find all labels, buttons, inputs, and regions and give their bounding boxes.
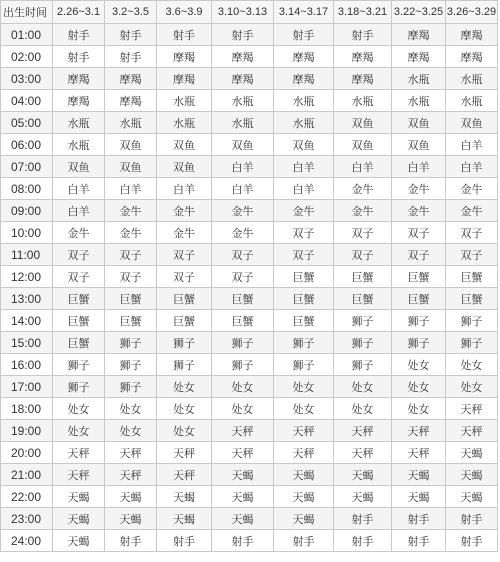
zodiac-sign-cell: 双鱼: [446, 112, 498, 134]
zodiac-sign-cell: 狮子: [334, 310, 392, 332]
zodiac-sign-cell: 双子: [446, 222, 498, 244]
zodiac-sign-cell: 狮子: [334, 354, 392, 376]
zodiac-sign-cell: 双鱼: [157, 134, 212, 156]
table-row: [1, 376, 498, 398]
zodiac-sign-cell: 天蝎: [274, 486, 334, 508]
zodiac-sign-cell: 狮子: [212, 354, 274, 376]
zodiac-sign-cell: 双子: [392, 222, 446, 244]
zodiac-sign-cell: 天蝎: [334, 464, 392, 486]
zodiac-sign-cell: 狮子: [157, 354, 212, 376]
header-date-range: 3.18~3.21: [334, 1, 392, 24]
zodiac-sign-cell: 双子: [53, 266, 105, 288]
zodiac-sign-cell: 天秤: [392, 442, 446, 464]
table-row: [1, 266, 498, 288]
zodiac-sign-cell: 天秤: [53, 464, 105, 486]
birth-hour-cell: 03:00: [1, 68, 53, 90]
birth-hour-cell: 02:00: [1, 46, 53, 68]
zodiac-sign-cell: 天秤: [334, 420, 392, 442]
zodiac-sign-cell: 射手: [274, 24, 334, 46]
table-row: [1, 156, 498, 178]
zodiac-sign-cell: 巨蟹: [105, 288, 157, 310]
zodiac-sign-cell: 天蝎: [157, 508, 212, 530]
zodiac-sign-cell: 摩羯: [274, 46, 334, 68]
zodiac-sign-cell: 射手: [212, 530, 274, 552]
zodiac-sign-cell: 巨蟹: [334, 288, 392, 310]
zodiac-sign-cell: 摩羯: [53, 90, 105, 112]
birth-hour-cell: 10:00: [1, 222, 53, 244]
table-row: [1, 310, 498, 332]
table-row: [1, 530, 498, 552]
zodiac-sign-cell: 天蝎: [212, 508, 274, 530]
table-row: [1, 354, 498, 376]
zodiac-sign-cell: 天秤: [446, 398, 498, 420]
zodiac-sign-cell: 水瓶: [446, 90, 498, 112]
zodiac-sign-cell: 天秤: [334, 442, 392, 464]
zodiac-sign-cell: 双子: [157, 244, 212, 266]
zodiac-sign-cell: 射手: [446, 508, 498, 530]
table-row: [1, 68, 498, 90]
birth-hour-cell: 05:00: [1, 112, 53, 134]
zodiac-sign-cell: 白羊: [446, 134, 498, 156]
zodiac-sign-cell: 射手: [53, 24, 105, 46]
table-row: [1, 24, 498, 46]
zodiac-sign-cell: 狮子: [274, 332, 334, 354]
zodiac-sign-cell: 射手: [274, 530, 334, 552]
zodiac-sign-cell: 水瓶: [212, 90, 274, 112]
zodiac-sign-cell: 天蝎: [446, 486, 498, 508]
table-row: [1, 222, 498, 244]
zodiac-sign-cell: 巨蟹: [212, 288, 274, 310]
zodiac-sign-cell: 射手: [157, 530, 212, 552]
header-date-range: 3.22~3.25: [392, 1, 446, 24]
zodiac-sign-cell: 天蝎: [446, 464, 498, 486]
zodiac-sign-cell: 巨蟹: [53, 288, 105, 310]
birth-hour-cell: 18:00: [1, 398, 53, 420]
zodiac-sign-cell: 天秤: [105, 464, 157, 486]
zodiac-sign-cell: 射手: [446, 530, 498, 552]
table-row: [1, 464, 498, 486]
zodiac-sign-cell: 水瓶: [274, 112, 334, 134]
zodiac-sign-cell: 天秤: [212, 442, 274, 464]
table-row: [1, 134, 498, 156]
zodiac-sign-cell: 狮子: [212, 332, 274, 354]
zodiac-sign-cell: 天蝎: [334, 486, 392, 508]
zodiac-sign-cell: 处女: [105, 398, 157, 420]
zodiac-sign-cell: 处女: [446, 354, 498, 376]
zodiac-sign-cell: 射手: [392, 508, 446, 530]
zodiac-sign-cell: 双子: [212, 244, 274, 266]
zodiac-sign-cell: 处女: [212, 376, 274, 398]
birth-hour-cell: 16:00: [1, 354, 53, 376]
zodiac-sign-cell: 天蝎: [53, 508, 105, 530]
zodiac-sign-cell: 天秤: [53, 442, 105, 464]
zodiac-sign-cell: 水瓶: [274, 90, 334, 112]
zodiac-sign-cell: 金牛: [334, 200, 392, 222]
zodiac-sign-cell: 天秤: [446, 420, 498, 442]
zodiac-sign-cell: 处女: [212, 398, 274, 420]
zodiac-sign-cell: 金牛: [157, 200, 212, 222]
zodiac-sign-cell: 白羊: [274, 156, 334, 178]
zodiac-sign-cell: 白羊: [392, 156, 446, 178]
birth-hour-cell: 22:00: [1, 486, 53, 508]
zodiac-sign-cell: 摩羯: [334, 68, 392, 90]
zodiac-sign-cell: 巨蟹: [157, 310, 212, 332]
zodiac-sign-cell: 狮子: [105, 332, 157, 354]
zodiac-sign-cell: 白羊: [105, 178, 157, 200]
zodiac-sign-cell: 摩羯: [392, 24, 446, 46]
zodiac-sign-cell: 射手: [157, 24, 212, 46]
table-row: [1, 508, 498, 530]
table-row: [1, 288, 498, 310]
zodiac-sign-cell: 摩羯: [157, 46, 212, 68]
birth-hour-cell: 17:00: [1, 376, 53, 398]
table-row: [1, 442, 498, 464]
table-row: [1, 90, 498, 112]
zodiac-sign-cell: 狮子: [105, 376, 157, 398]
zodiac-sign-cell: 狮子: [53, 354, 105, 376]
zodiac-sign-cell: 处女: [53, 420, 105, 442]
birth-hour-cell: 15:00: [1, 332, 53, 354]
zodiac-sign-cell: 天秤: [212, 420, 274, 442]
zodiac-sign-cell: 巨蟹: [392, 266, 446, 288]
zodiac-sign-cell: 射手: [105, 24, 157, 46]
zodiac-sign-cell: 天秤: [274, 442, 334, 464]
table-row: [1, 420, 498, 442]
zodiac-sign-cell: 水瓶: [334, 90, 392, 112]
zodiac-sign-cell: 双子: [105, 266, 157, 288]
zodiac-sign-cell: 天蝎: [392, 486, 446, 508]
zodiac-sign-cell: 天蝎: [392, 464, 446, 486]
table-row: [1, 486, 498, 508]
zodiac-sign-cell: 天蝎: [212, 486, 274, 508]
zodiac-sign-cell: 天蝎: [53, 486, 105, 508]
birth-hour-cell: 07:00: [1, 156, 53, 178]
zodiac-sign-cell: 水瓶: [392, 90, 446, 112]
zodiac-sign-cell: 双子: [53, 244, 105, 266]
zodiac-sign-cell: 双鱼: [392, 134, 446, 156]
zodiac-sign-cell: 双鱼: [392, 112, 446, 134]
zodiac-sign-cell: 天秤: [105, 442, 157, 464]
zodiac-sign-cell: 水瓶: [392, 68, 446, 90]
table-row: [1, 398, 498, 420]
zodiac-sign-cell: 处女: [392, 398, 446, 420]
birth-hour-cell: 09:00: [1, 200, 53, 222]
zodiac-sign-cell: 双鱼: [157, 156, 212, 178]
zodiac-sign-cell: 双子: [334, 222, 392, 244]
header-date-range: 3.10~3.13: [212, 1, 274, 24]
zodiac-sign-cell: 双鱼: [334, 112, 392, 134]
zodiac-sign-cell: 摩羯: [53, 68, 105, 90]
header-date-range: 3.26~3.29: [446, 1, 498, 24]
table-row: [1, 332, 498, 354]
zodiac-sign-cell: 狮子: [105, 354, 157, 376]
header-date-range: 3.6~3.9: [157, 1, 212, 24]
zodiac-sign-cell: 射手: [105, 46, 157, 68]
birth-hour-cell: 08:00: [1, 178, 53, 200]
zodiac-sign-cell: 白羊: [334, 156, 392, 178]
zodiac-sign-cell: 狮子: [53, 376, 105, 398]
zodiac-sign-cell: 双子: [105, 244, 157, 266]
zodiac-sign-cell: 处女: [392, 354, 446, 376]
zodiac-sign-cell: 巨蟹: [105, 310, 157, 332]
zodiac-sign-cell: 处女: [157, 376, 212, 398]
birth-hour-cell: 19:00: [1, 420, 53, 442]
table-row: [1, 46, 498, 68]
zodiac-sign-cell: 天秤: [274, 420, 334, 442]
zodiac-sign-cell: 处女: [274, 398, 334, 420]
zodiac-sign-cell: 处女: [274, 376, 334, 398]
birth-hour-cell: 11:00: [1, 244, 53, 266]
zodiac-sign-cell: 射手: [105, 530, 157, 552]
zodiac-sign-cell: 白羊: [212, 156, 274, 178]
zodiac-sign-cell: 天蝎: [53, 530, 105, 552]
zodiac-sign-cell: 金牛: [105, 200, 157, 222]
birth-hour-cell: 21:00: [1, 464, 53, 486]
zodiac-sign-cell: 水瓶: [157, 90, 212, 112]
table-row: [1, 178, 498, 200]
birth-hour-cell: 14:00: [1, 310, 53, 332]
zodiac-sign-cell: 摩羯: [446, 24, 498, 46]
zodiac-sign-cell: 金牛: [53, 222, 105, 244]
zodiac-sign-cell: 巨蟹: [53, 310, 105, 332]
zodiac-sign-cell: 水瓶: [446, 68, 498, 90]
zodiac-sign-cell: 天蝎: [212, 464, 274, 486]
zodiac-sign-cell: 天蝎: [105, 486, 157, 508]
zodiac-sign-cell: 处女: [446, 376, 498, 398]
zodiac-sign-cell: 双子: [274, 244, 334, 266]
zodiac-sign-cell: 狮子: [446, 310, 498, 332]
zodiac-sign-cell: 狮子: [392, 332, 446, 354]
zodiac-sign-cell: 处女: [334, 398, 392, 420]
zodiac-sign-cell: 处女: [157, 398, 212, 420]
zodiac-sign-cell: 金牛: [446, 200, 498, 222]
zodiac-sign-cell: 摩羯: [392, 46, 446, 68]
zodiac-sign-cell: 狮子: [157, 332, 212, 354]
zodiac-sign-cell: 双鱼: [212, 134, 274, 156]
zodiac-sign-cell: 摩羯: [334, 46, 392, 68]
zodiac-sign-cell: 处女: [105, 420, 157, 442]
zodiac-sign-cell: 天秤: [392, 420, 446, 442]
zodiac-sign-cell: 巨蟹: [53, 332, 105, 354]
zodiac-sign-cell: 金牛: [446, 178, 498, 200]
zodiac-sign-cell: 射手: [334, 508, 392, 530]
zodiac-sign-cell: 双子: [274, 222, 334, 244]
zodiac-sign-cell: 狮子: [392, 310, 446, 332]
zodiac-sign-cell: 巨蟹: [157, 288, 212, 310]
zodiac-sign-cell: 摩羯: [105, 90, 157, 112]
zodiac-sign-cell: 摩羯: [212, 68, 274, 90]
zodiac-sign-cell: 天蝎: [274, 464, 334, 486]
zodiac-sign-cell: 摩羯: [212, 46, 274, 68]
zodiac-sign-cell: 水瓶: [212, 112, 274, 134]
birth-hour-cell: 12:00: [1, 266, 53, 288]
zodiac-sign-cell: 处女: [53, 398, 105, 420]
zodiac-sign-cell: 双子: [334, 244, 392, 266]
birth-hour-cell: 13:00: [1, 288, 53, 310]
zodiac-sign-cell: 金牛: [392, 200, 446, 222]
zodiac-sign-cell: 射手: [53, 46, 105, 68]
zodiac-sign-cell: 狮子: [446, 332, 498, 354]
zodiac-sign-cell: 双鱼: [334, 134, 392, 156]
zodiac-sign-cell: 天蝎: [274, 508, 334, 530]
zodiac-sign-cell: 双鱼: [105, 156, 157, 178]
zodiac-sign-cell: 水瓶: [53, 134, 105, 156]
zodiac-sign-cell: 金牛: [105, 222, 157, 244]
header-row: [1, 1, 498, 24]
zodiac-sign-cell: 处女: [334, 376, 392, 398]
zodiac-sign-cell: 射手: [334, 530, 392, 552]
birth-hour-cell: 06:00: [1, 134, 53, 156]
zodiac-sign-cell: 金牛: [157, 222, 212, 244]
zodiac-sign-cell: 天秤: [157, 442, 212, 464]
zodiac-sign-cell: 天秤: [157, 464, 212, 486]
table-header: [1, 1, 498, 24]
zodiac-sign-cell: 白羊: [274, 178, 334, 200]
zodiac-sign-cell: 处女: [392, 376, 446, 398]
zodiac-sign-cell: 双鱼: [53, 156, 105, 178]
zodiac-sign-cell: 巨蟹: [334, 266, 392, 288]
zodiac-sign-cell: 白羊: [157, 178, 212, 200]
header-birth-time: 出生时间: [1, 1, 53, 24]
table-row: [1, 244, 498, 266]
zodiac-sign-cell: 白羊: [53, 178, 105, 200]
zodiac-sign-cell: 天蝎: [157, 486, 212, 508]
zodiac-sign-cell: 巨蟹: [392, 288, 446, 310]
zodiac-sign-cell: 巨蟹: [274, 288, 334, 310]
zodiac-sign-cell: 狮子: [334, 332, 392, 354]
zodiac-sign-cell: 射手: [334, 24, 392, 46]
zodiac-sign-cell: 双子: [392, 244, 446, 266]
zodiac-sign-cell: 摩羯: [274, 68, 334, 90]
zodiac-sign-cell: 金牛: [274, 200, 334, 222]
zodiac-sign-cell: 射手: [212, 24, 274, 46]
header-date-range: 2.26~3.1: [53, 1, 105, 24]
zodiac-sign-cell: 双子: [212, 266, 274, 288]
zodiac-sign-cell: 双子: [157, 266, 212, 288]
zodiac-sign-cell: 射手: [392, 530, 446, 552]
zodiac-sign-cell: 狮子: [274, 354, 334, 376]
zodiac-sign-cell: 天蝎: [105, 508, 157, 530]
zodiac-sign-cell: 金牛: [392, 178, 446, 200]
zodiac-sign-cell: 摩羯: [446, 46, 498, 68]
zodiac-sign-cell: 水瓶: [53, 112, 105, 134]
zodiac-sign-cell: 白羊: [446, 156, 498, 178]
zodiac-sign-cell: 摩羯: [157, 68, 212, 90]
zodiac-sign-cell: 金牛: [334, 178, 392, 200]
zodiac-sign-cell: 双鱼: [105, 134, 157, 156]
birth-hour-cell: 04:00: [1, 90, 53, 112]
birth-hour-cell: 20:00: [1, 442, 53, 464]
header-date-range: 3.14~3.17: [274, 1, 334, 24]
table-body: [1, 24, 498, 552]
table-row: [1, 112, 498, 134]
header-date-range: 3.2~3.5: [105, 1, 157, 24]
zodiac-sign-cell: 金牛: [212, 222, 274, 244]
zodiac-sign-cell: 巨蟹: [446, 266, 498, 288]
zodiac-sign-cell: 双鱼: [274, 134, 334, 156]
zodiac-sign-cell: 处女: [157, 420, 212, 442]
zodiac-sign-cell: 双子: [446, 244, 498, 266]
birth-hour-cell: 23:00: [1, 508, 53, 530]
zodiac-sign-cell: 巨蟹: [274, 266, 334, 288]
birth-hour-cell: 24:00: [1, 530, 53, 552]
table-row: [1, 200, 498, 222]
zodiac-sign-cell: 水瓶: [105, 112, 157, 134]
zodiac-sign-cell: 巨蟹: [446, 288, 498, 310]
zodiac-sign-cell: 天蝎: [446, 442, 498, 464]
zodiac-sign-cell: 巨蟹: [274, 310, 334, 332]
zodiac-sign-cell: 摩羯: [105, 68, 157, 90]
zodiac-sign-cell: 巨蟹: [212, 310, 274, 332]
zodiac-sign-cell: 金牛: [212, 200, 274, 222]
zodiac-sign-cell: 水瓶: [157, 112, 212, 134]
zodiac-sign-cell: 白羊: [53, 200, 105, 222]
zodiac-sign-cell: 白羊: [212, 178, 274, 200]
birth-hour-cell: 01:00: [1, 24, 53, 46]
